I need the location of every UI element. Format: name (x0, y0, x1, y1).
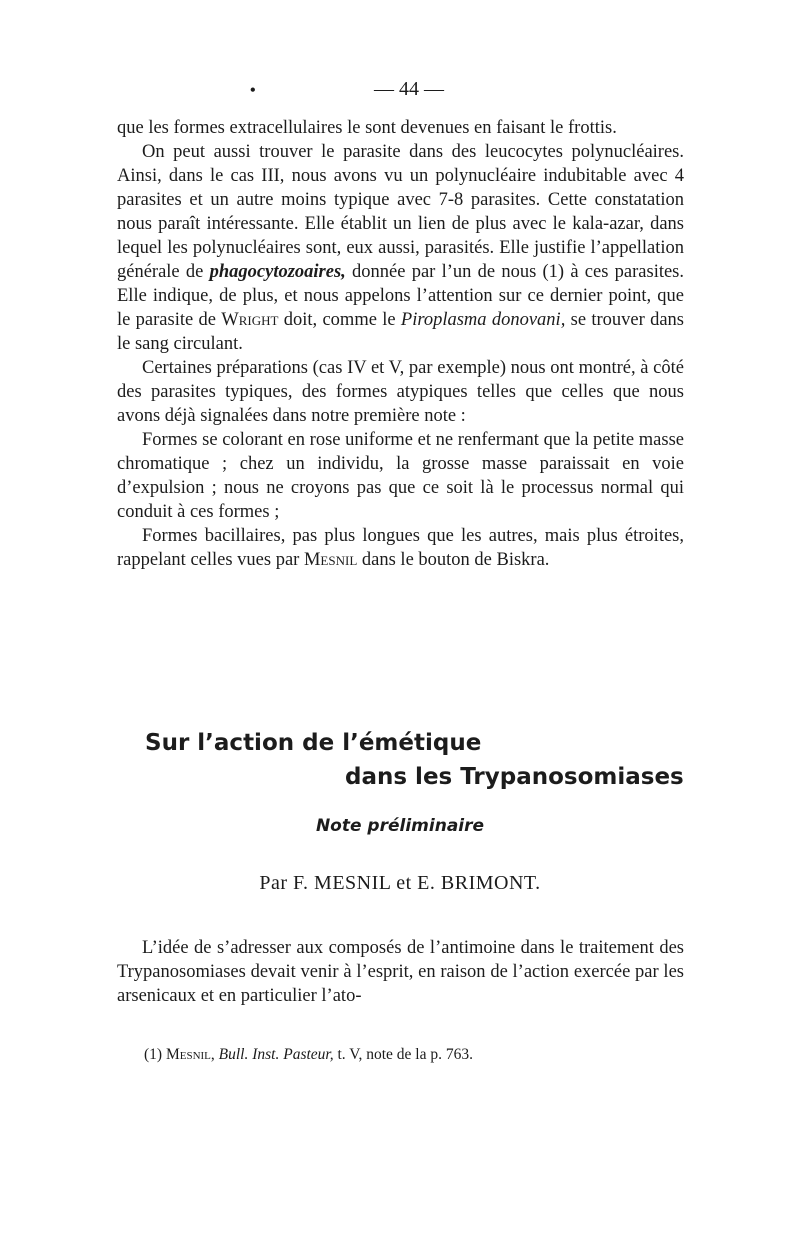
article-subtitle: Note préliminaire (315, 816, 485, 836)
paragraph: que les formes extracellulaires le sont devenues en faisant le frottis. (117, 118, 617, 138)
italic-term: phagocytozoaires, (209, 262, 346, 282)
author-name: Mesnil (303, 550, 358, 570)
paragraph: Formes se colorant en rose uniforme et ne renfermant que la petite masse chromatique ; chez un individu, la grosse masse paraissait en voie d’expulsion ; nous ne croyons pas que ce soit là le processus normal qui conduit à ces formes ; (117, 430, 684, 522)
section-1-body (117, 116, 684, 572)
stray-mark: • (250, 82, 256, 99)
paragraph: Certaines préparations (cas IV et V, par exemple) nous ont montré, à côté des parasites typiques, des formes atypiques telles que celles que nous avons déjà signalées dans notre première note : (117, 358, 684, 426)
footnote-author: Mesnil, (165, 1046, 215, 1063)
paragraph: L’idée de s’adresser aux composés de l’antimoine dans le traitement des Trypanosomiases devait venir à l’esprit, en raison de l’action exercée par les arsenicaux et en particulier l’ato- (117, 938, 684, 1006)
footnote-reference: t. V, note de la p. 763. (337, 1046, 473, 1063)
paragraph: Formes bacillaires, pas plus longues que les autres, mais plus étroites, rappelant celles vues par Mesnil dans le bouton de Biskra. (117, 526, 684, 570)
article-title-line-1: Sur l’action de l’émétique (145, 730, 482, 756)
author-name: Wright (221, 310, 279, 330)
article-title-line-2: dans les Trypanosomiases (345, 764, 684, 790)
footnote-marker: (1) (144, 1046, 163, 1063)
article-body (117, 936, 684, 1008)
footnote-journal: Bull. Inst. Pasteur, (218, 1046, 334, 1063)
species-name: Piroplasma donovani, (400, 310, 566, 330)
footnote (144, 1046, 684, 1064)
paragraph: On peut aussi trouver le parasite dans des leucocytes polynucléaires. Ainsi, dans le cas III, nous avons vu un polynucléaire indubitable avec 4 parasites et un autre moins typique avec 7-8 parasites. Cette constatation nous paraît intéressante. Elle établit un lien de plus avec le kala-azar, dans lequel les polynucléaires sont, eux aussi, parasités. Elle justifie l’appellation générale de phagocytozoaires, donnée par l’un de nous (1) à ces parasites. Elle indique, de plus, et nous appelons l’attention sur ce dernier point, que le parasite de Wright doit, comme le Piroplasma donovani, se trouver dans le sang circulant. (117, 142, 685, 354)
article-authors: Par F. MESNIL et E. BRIMONT. (259, 872, 541, 894)
page-number: — 44 — (374, 78, 444, 100)
